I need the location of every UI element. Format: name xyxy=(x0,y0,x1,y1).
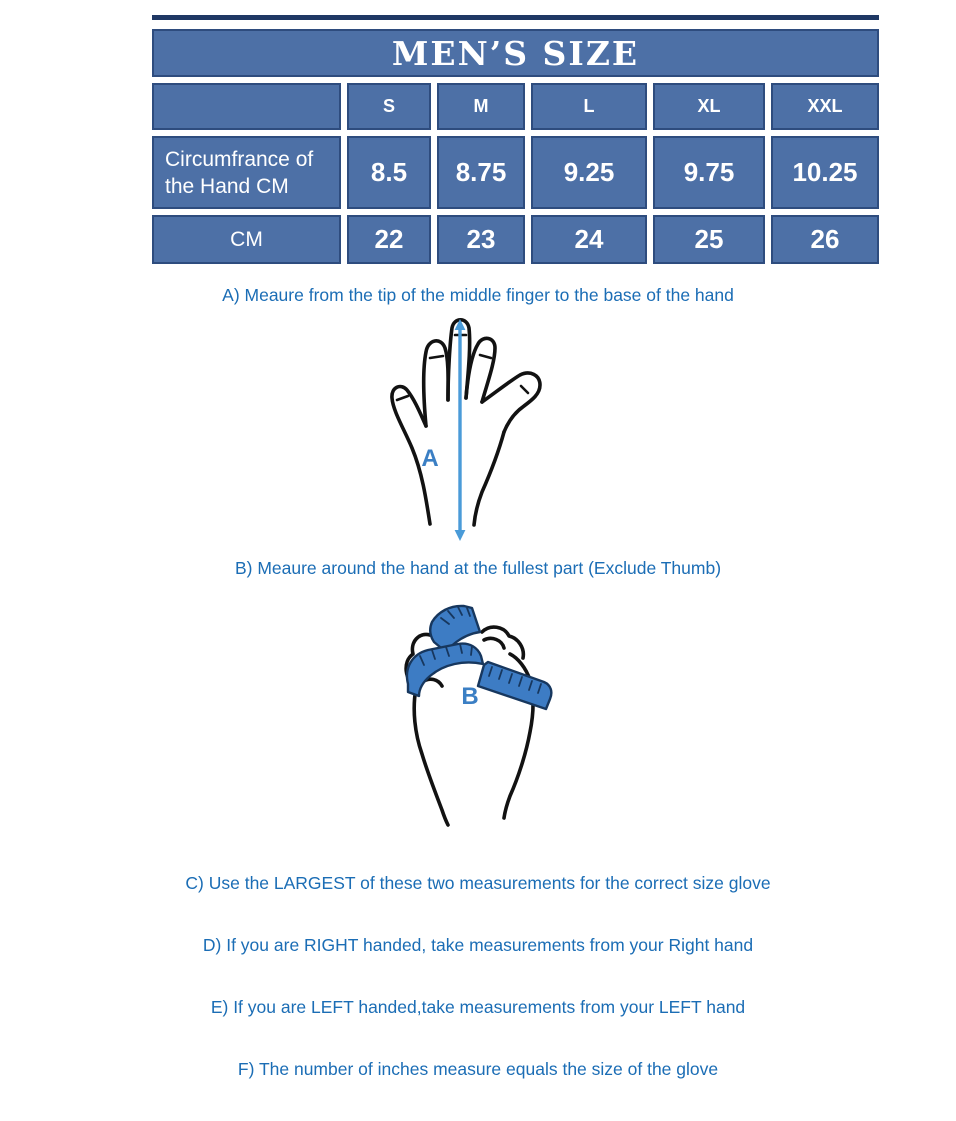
table-top-rule xyxy=(152,15,879,20)
table-title: MEN’S SIZE xyxy=(152,29,879,77)
mens-size-table xyxy=(152,15,879,264)
row-label-cm: CM xyxy=(152,215,341,264)
figure-hand-length xyxy=(382,314,562,546)
cm-value-xxl: 26 xyxy=(771,215,879,264)
figure-b-label: B xyxy=(461,683,479,710)
instruction-f: F) The number of inches measure equals the size of the glove xyxy=(237,1059,719,1079)
size-header-xxl: XXL xyxy=(771,83,879,130)
circumference-value-s: 8.5 xyxy=(347,136,431,209)
size-header-m: M xyxy=(437,83,525,130)
circumference-value-l: 9.25 xyxy=(531,136,647,209)
size-header-xl: XL xyxy=(653,83,765,130)
cm-value-xl: 25 xyxy=(653,215,765,264)
row-label-circumference: Circumfrance of the Hand CM xyxy=(152,136,341,209)
cm-value-m: 23 xyxy=(437,215,525,264)
size-header-l: L xyxy=(531,83,647,130)
instruction-c: C) Use the LARGEST of these two measurements for the correct size glove xyxy=(185,873,771,893)
cm-value-l: 24 xyxy=(531,215,647,264)
cm-value-s: 22 xyxy=(347,215,431,264)
instruction-notes xyxy=(0,832,956,1121)
circumference-value-xxl: 10.25 xyxy=(771,136,879,209)
fist-with-tape-illustration xyxy=(386,592,556,827)
circumference-value-m: 8.75 xyxy=(437,136,525,209)
circumference-value-xl: 9.75 xyxy=(653,136,765,209)
open-hand-illustration xyxy=(382,314,562,546)
size-header-s: S xyxy=(347,83,431,130)
figure-hand-circumference xyxy=(386,592,556,827)
instruction-d: D) If you are RIGHT handed, take measurements from your Right hand xyxy=(202,935,754,955)
instruction-b: B) Meaure around the hand at the fullest part (Exclude Thumb) xyxy=(234,558,722,578)
instruction-e: E) If you are LEFT handed,take measurements from your LEFT hand xyxy=(210,997,746,1017)
instruction-a: A) Meaure from the tip of the middle finger to the base of the hand xyxy=(222,285,734,305)
corner-cell xyxy=(152,83,341,130)
figure-a-label: A xyxy=(421,445,439,472)
